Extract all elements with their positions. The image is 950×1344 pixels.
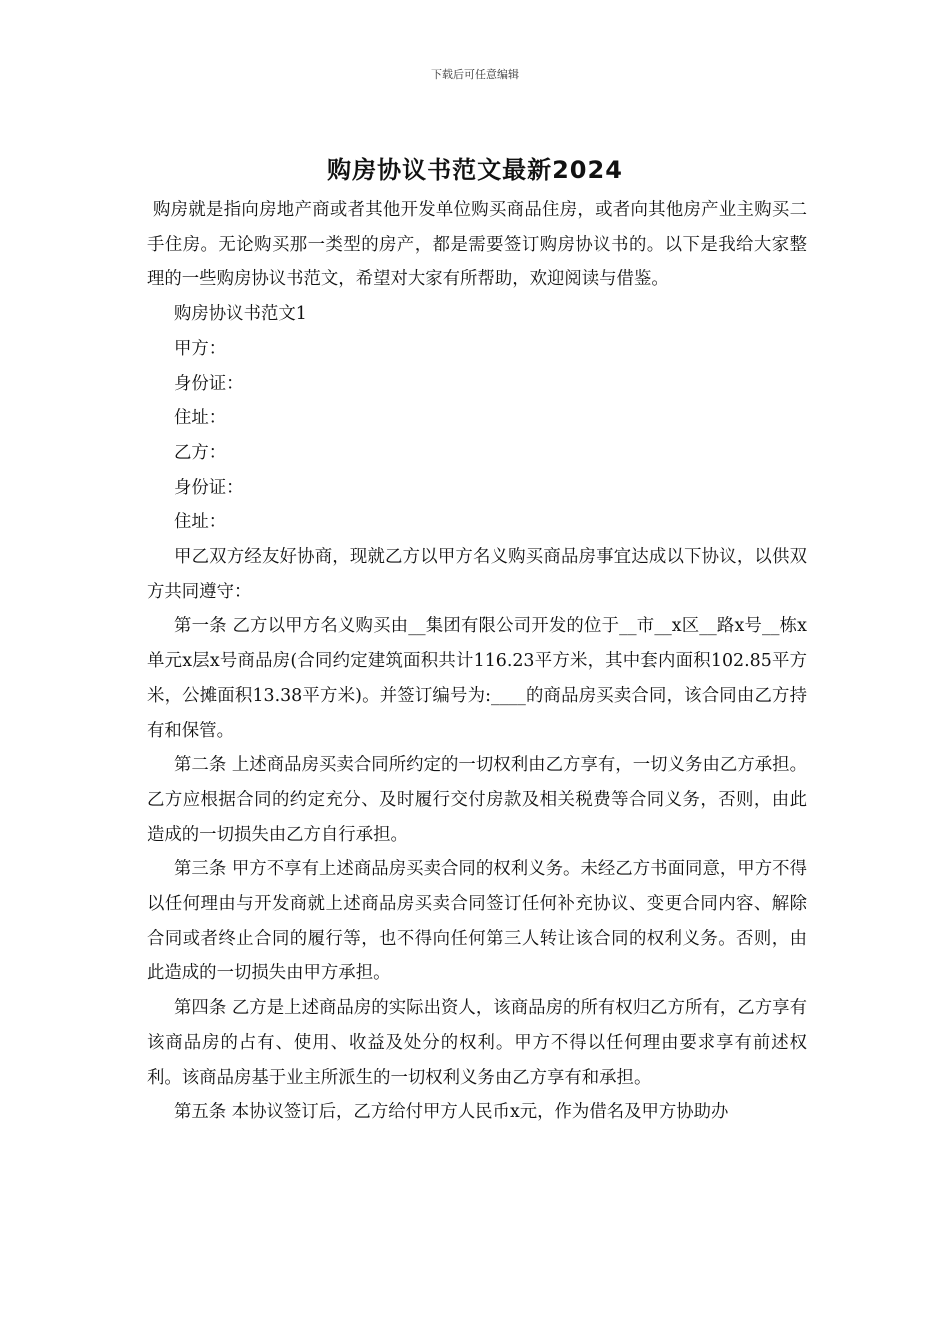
party-b-id-label: 身份证： — [174, 477, 244, 498]
party-a-id-label: 身份证： — [174, 373, 244, 394]
article-4: 第四条 乙方是上述商品房的实际出资人，该商品房的所有权归乙方所有，乙方享有该商品房的占有、使用、收益及处分的权利。甲方不得以任何理由要求享有前述权利。该商品房基于业主所派生的一切权利义务由乙方享有和承担。 — [147, 998, 807, 1088]
party-a-address-label: 住址： — [174, 408, 227, 429]
section-heading: 购房协议书范文1 — [174, 304, 307, 325]
party-a-label: 甲方： — [174, 338, 227, 359]
article-5: 第五条 本协议签订后，乙方给付甲方人民币x元，作为借名及甲方协助办 — [174, 1102, 729, 1123]
document-body — [147, 193, 807, 1130]
page-header-note: 下载后可任意编辑 — [431, 68, 519, 81]
article-1: 第一条 乙方以甲方名义购买由__集团有限公司开发的位于__市__x区__路x号__栋x单元x层x号商品房(合同约定建筑面积共计116.23平方米，其中套内面积102.85平方米，公摊面积13.38平方米)。并签订编号为:____的商品房买卖合同，该合同由乙方持有和保管。 — [147, 616, 807, 741]
intro-paragraph: 购房就是指向房地产商或者其他开发单位购买商品住房，或者向其他房产业主购买二手住房。无论购买那一类型的房产，都是需要签订购房协议书的。以下是我给大家整理的一些购房协议书范文，希望对大家有所帮助，欢迎阅读与借鉴。 — [147, 200, 807, 290]
party-b-address-label: 住址： — [174, 512, 227, 533]
article-2: 第二条 上述商品房买卖合同所约定的一切权利由乙方享有，一切义务由乙方承担。乙方应根据合同的约定充分、及时履行交付房款及相关税费等合同义务，否则，由此造成的一切损失由乙方自行承担。 — [147, 755, 807, 845]
party-b-label: 乙方： — [174, 442, 227, 463]
agreement-preamble: 甲乙双方经友好协商，现就乙方以甲方名义购买商品房事宜达成以下协议，以供双方共同遵守： — [147, 547, 807, 602]
document-title: 购房协议书范文最新2024 — [327, 156, 623, 184]
article-3: 第三条 甲方不享有上述商品房买卖合同的权利义务。未经乙方书面同意，甲方不得以任何理由与开发商就上述商品房买卖合同签订任何补充协议、变更合同内容、解除合同或者终止合同的履行等，也不得向任何第三人转让该合同的权利义务。否则，由此造成的一切损失由甲方承担。 — [147, 859, 807, 984]
